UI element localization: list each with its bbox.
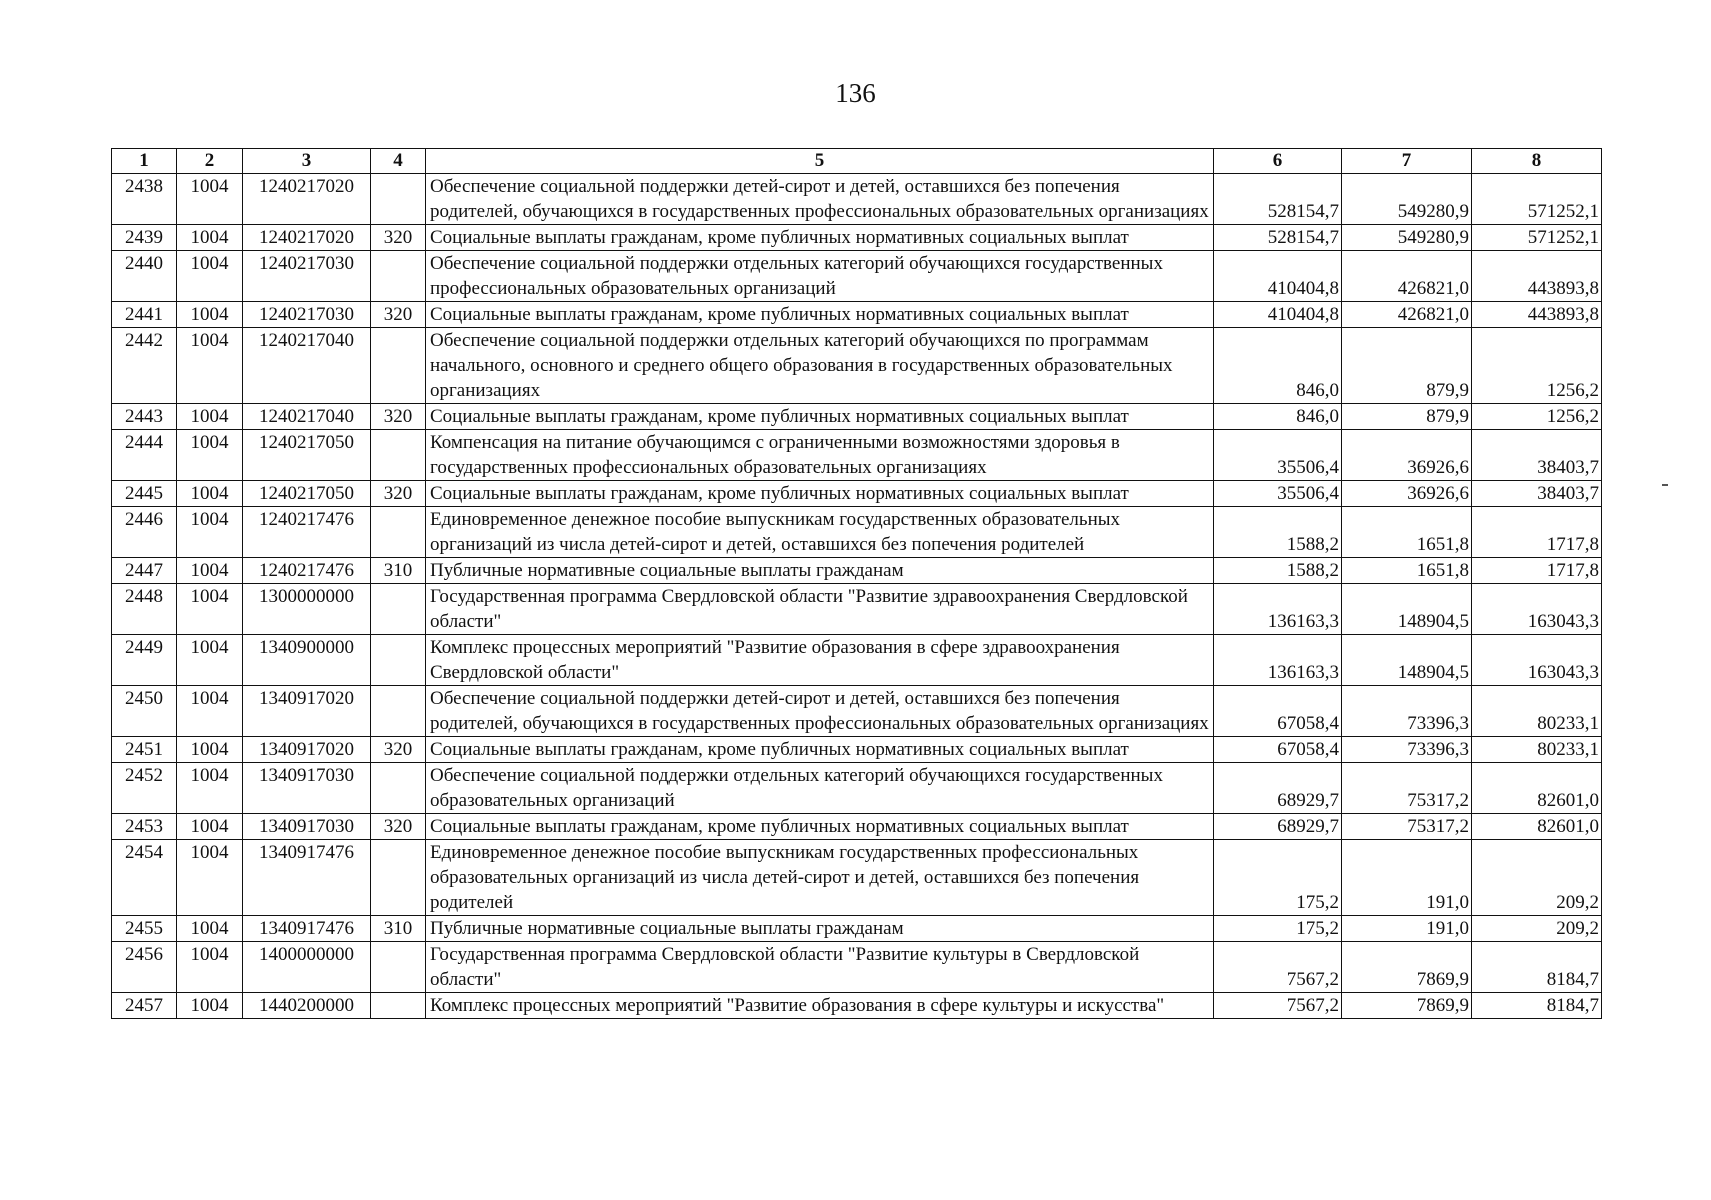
value-year-3-cell: 82601,0 (1472, 763, 1602, 814)
row-number-cell: 2455 (112, 916, 177, 942)
expense-type-cell (371, 584, 426, 635)
section-code-cell: 1004 (177, 942, 243, 993)
value-year-2-cell: 36926,6 (1342, 481, 1472, 507)
value-year-3-cell: 209,2 (1472, 840, 1602, 916)
value-year-1-cell: 175,2 (1214, 840, 1342, 916)
value-year-3-cell: 571252,1 (1472, 174, 1602, 225)
row-number-cell: 2446 (112, 507, 177, 558)
target-code-cell: 1240217050 (243, 430, 371, 481)
value-year-3-cell: 82601,0 (1472, 814, 1602, 840)
row-number-cell: 2439 (112, 225, 177, 251)
table-row (112, 430, 1602, 481)
table-row (112, 993, 1602, 1019)
value-year-3-cell: 80233,1 (1472, 686, 1602, 737)
target-code-cell: 1240217040 (243, 328, 371, 404)
value-year-1-cell: 68929,7 (1214, 814, 1342, 840)
value-year-3-cell: 1717,8 (1472, 507, 1602, 558)
expense-type-cell (371, 840, 426, 916)
table-row (112, 686, 1602, 737)
description-cell: Комплекс процессных мероприятий "Развитие образования в сфере культуры и искусства" (426, 993, 1214, 1019)
section-code-cell: 1004 (177, 584, 243, 635)
value-year-2-cell: 73396,3 (1342, 686, 1472, 737)
table-row (112, 814, 1602, 840)
value-year-1-cell: 410404,8 (1214, 251, 1342, 302)
value-year-3-cell: 80233,1 (1472, 737, 1602, 763)
value-year-3-cell: 38403,7 (1472, 481, 1602, 507)
description-cell: Обеспечение социальной поддержки детей-сирот и детей, оставшихся без попечения родителей, обучающихся в государственных профессиональных образовательных организациях (426, 686, 1214, 737)
scan-mark (1662, 484, 1668, 486)
table-row (112, 916, 1602, 942)
value-year-1-cell: 35506,4 (1214, 430, 1342, 481)
expense-type-cell (371, 328, 426, 404)
expense-type-cell: 320 (371, 225, 426, 251)
section-code-cell: 1004 (177, 404, 243, 430)
description-cell: Социальные выплаты гражданам, кроме публичных нормативных социальных выплат (426, 814, 1214, 840)
row-number-cell: 2441 (112, 302, 177, 328)
expense-type-cell (371, 507, 426, 558)
table-body (112, 174, 1602, 1019)
table-row (112, 174, 1602, 225)
section-code-cell: 1004 (177, 430, 243, 481)
value-year-1-cell: 68929,7 (1214, 763, 1342, 814)
target-code-cell: 1240217476 (243, 558, 371, 584)
value-year-2-cell: 75317,2 (1342, 763, 1472, 814)
value-year-2-cell: 549280,9 (1342, 174, 1472, 225)
value-year-3-cell: 38403,7 (1472, 430, 1602, 481)
value-year-1-cell: 1588,2 (1214, 507, 1342, 558)
target-code-cell: 1340917020 (243, 737, 371, 763)
section-code-cell: 1004 (177, 302, 243, 328)
target-code-cell: 1340900000 (243, 635, 371, 686)
target-code-cell: 1240217050 (243, 481, 371, 507)
value-year-1-cell: 7567,2 (1214, 942, 1342, 993)
section-code-cell: 1004 (177, 737, 243, 763)
row-number-cell: 2440 (112, 251, 177, 302)
table-row (112, 481, 1602, 507)
table-row (112, 302, 1602, 328)
target-code-cell: 1440200000 (243, 993, 371, 1019)
value-year-2-cell: 73396,3 (1342, 737, 1472, 763)
row-number-cell: 2452 (112, 763, 177, 814)
expense-type-cell (371, 763, 426, 814)
value-year-2-cell: 191,0 (1342, 916, 1472, 942)
section-code-cell: 1004 (177, 840, 243, 916)
description-cell: Публичные нормативные социальные выплаты гражданам (426, 916, 1214, 942)
expense-type-cell: 320 (371, 302, 426, 328)
value-year-3-cell: 163043,3 (1472, 584, 1602, 635)
row-number-cell: 2438 (112, 174, 177, 225)
value-year-3-cell: 209,2 (1472, 916, 1602, 942)
expense-type-cell (371, 174, 426, 225)
value-year-1-cell: 67058,4 (1214, 737, 1342, 763)
section-code-cell: 1004 (177, 763, 243, 814)
description-cell: Обеспечение социальной поддержки отдельных категорий обучающихся по программам начального, основного и среднего общего образования в государственных образовательных организациях (426, 328, 1214, 404)
header-col-5: 5 (426, 149, 1214, 174)
table-row (112, 737, 1602, 763)
value-year-1-cell: 67058,4 (1214, 686, 1342, 737)
expense-type-cell: 310 (371, 916, 426, 942)
value-year-1-cell: 136163,3 (1214, 584, 1342, 635)
value-year-1-cell: 528154,7 (1214, 174, 1342, 225)
description-cell: Единовременное денежное пособие выпускникам государственных образовательных организаций из числа детей-сирот и детей, оставшихся без попечения родителей (426, 507, 1214, 558)
value-year-2-cell: 75317,2 (1342, 814, 1472, 840)
row-number-cell: 2447 (112, 558, 177, 584)
row-number-cell: 2453 (112, 814, 177, 840)
budget-table-container (111, 148, 1602, 1019)
section-code-cell: 1004 (177, 558, 243, 584)
value-year-3-cell: 571252,1 (1472, 225, 1602, 251)
section-code-cell: 1004 (177, 686, 243, 737)
table-row (112, 404, 1602, 430)
row-number-cell: 2444 (112, 430, 177, 481)
row-number-cell: 2445 (112, 481, 177, 507)
value-year-2-cell: 426821,0 (1342, 251, 1472, 302)
target-code-cell: 1240217030 (243, 302, 371, 328)
value-year-3-cell: 1256,2 (1472, 328, 1602, 404)
section-code-cell: 1004 (177, 251, 243, 302)
value-year-2-cell: 549280,9 (1342, 225, 1472, 251)
section-code-cell: 1004 (177, 225, 243, 251)
description-cell: Компенсация на питание обучающимся с ограниченными возможностями здоровья в государственных профессиональных образовательных организациях (426, 430, 1214, 481)
value-year-1-cell: 7567,2 (1214, 993, 1342, 1019)
target-code-cell: 1240217476 (243, 507, 371, 558)
description-cell: Социальные выплаты гражданам, кроме публичных нормативных социальных выплат (426, 404, 1214, 430)
section-code-cell: 1004 (177, 993, 243, 1019)
value-year-2-cell: 36926,6 (1342, 430, 1472, 481)
section-code-cell: 1004 (177, 328, 243, 404)
description-cell: Социальные выплаты гражданам, кроме публичных нормативных социальных выплат (426, 737, 1214, 763)
table-row (112, 763, 1602, 814)
table-row (112, 251, 1602, 302)
value-year-1-cell: 528154,7 (1214, 225, 1342, 251)
description-cell: Социальные выплаты гражданам, кроме публичных нормативных социальных выплат (426, 481, 1214, 507)
value-year-2-cell: 148904,5 (1342, 635, 1472, 686)
description-cell: Социальные выплаты гражданам, кроме публичных нормативных социальных выплат (426, 302, 1214, 328)
target-code-cell: 1240217020 (243, 174, 371, 225)
value-year-2-cell: 7869,9 (1342, 993, 1472, 1019)
table-row (112, 635, 1602, 686)
expense-type-cell (371, 430, 426, 481)
row-number-cell: 2450 (112, 686, 177, 737)
header-col-6: 6 (1214, 149, 1342, 174)
description-cell: Обеспечение социальной поддержки отдельных категорий обучающихся государственных профессиональных образовательных организаций (426, 251, 1214, 302)
header-col-4: 4 (371, 149, 426, 174)
value-year-2-cell: 879,9 (1342, 404, 1472, 430)
section-code-cell: 1004 (177, 481, 243, 507)
value-year-1-cell: 136163,3 (1214, 635, 1342, 686)
section-code-cell: 1004 (177, 814, 243, 840)
value-year-1-cell: 1588,2 (1214, 558, 1342, 584)
value-year-3-cell: 8184,7 (1472, 942, 1602, 993)
description-cell: Публичные нормативные социальные выплаты гражданам (426, 558, 1214, 584)
section-code-cell: 1004 (177, 635, 243, 686)
value-year-1-cell: 846,0 (1214, 404, 1342, 430)
header-col-3: 3 (243, 149, 371, 174)
expense-type-cell (371, 942, 426, 993)
row-number-cell: 2454 (112, 840, 177, 916)
header-col-2: 2 (177, 149, 243, 174)
value-year-2-cell: 7869,9 (1342, 942, 1472, 993)
description-cell: Государственная программа Свердловской области "Развитие здравоохранения Свердловской области" (426, 584, 1214, 635)
row-number-cell: 2442 (112, 328, 177, 404)
target-code-cell: 1340917030 (243, 814, 371, 840)
description-cell: Государственная программа Свердловской области "Развитие культуры в Свердловской области" (426, 942, 1214, 993)
row-number-cell: 2443 (112, 404, 177, 430)
table-row (112, 558, 1602, 584)
value-year-3-cell: 443893,8 (1472, 302, 1602, 328)
row-number-cell: 2451 (112, 737, 177, 763)
target-code-cell: 1300000000 (243, 584, 371, 635)
value-year-1-cell: 35506,4 (1214, 481, 1342, 507)
expense-type-cell: 320 (371, 481, 426, 507)
value-year-3-cell: 8184,7 (1472, 993, 1602, 1019)
header-col-7: 7 (1342, 149, 1472, 174)
row-number-cell: 2456 (112, 942, 177, 993)
description-cell: Комплекс процессных мероприятий "Развитие образования в сфере здравоохранения Свердловской области" (426, 635, 1214, 686)
header-col-1: 1 (112, 149, 177, 174)
table-row (112, 328, 1602, 404)
budget-table (111, 148, 1602, 1019)
value-year-2-cell: 879,9 (1342, 328, 1472, 404)
value-year-1-cell: 175,2 (1214, 916, 1342, 942)
value-year-2-cell: 1651,8 (1342, 507, 1472, 558)
table-header-row (112, 149, 1602, 174)
expense-type-cell: 310 (371, 558, 426, 584)
row-number-cell: 2449 (112, 635, 177, 686)
value-year-1-cell: 846,0 (1214, 328, 1342, 404)
section-code-cell: 1004 (177, 507, 243, 558)
section-code-cell: 1004 (177, 916, 243, 942)
table-row (112, 942, 1602, 993)
target-code-cell: 1340917476 (243, 916, 371, 942)
description-cell: Социальные выплаты гражданам, кроме публичных нормативных социальных выплат (426, 225, 1214, 251)
value-year-2-cell: 1651,8 (1342, 558, 1472, 584)
expense-type-cell: 320 (371, 404, 426, 430)
expense-type-cell (371, 635, 426, 686)
header-col-8: 8 (1472, 149, 1602, 174)
page-number: 136 (835, 78, 876, 108)
expense-type-cell (371, 251, 426, 302)
expense-type-cell (371, 686, 426, 737)
table-row (112, 584, 1602, 635)
table-row (112, 840, 1602, 916)
section-code-cell: 1004 (177, 174, 243, 225)
value-year-1-cell: 410404,8 (1214, 302, 1342, 328)
row-number-cell: 2457 (112, 993, 177, 1019)
target-code-cell: 1240217020 (243, 225, 371, 251)
description-cell: Обеспечение социальной поддержки отдельных категорий обучающихся государственных образовательных организаций (426, 763, 1214, 814)
description-cell: Единовременное денежное пособие выпускникам государственных профессиональных образовательных организаций из числа детей-сирот и детей, оставшихся без попечения родителей (426, 840, 1214, 916)
target-code-cell: 1240217040 (243, 404, 371, 430)
expense-type-cell (371, 993, 426, 1019)
value-year-2-cell: 426821,0 (1342, 302, 1472, 328)
target-code-cell: 1340917476 (243, 840, 371, 916)
expense-type-cell: 320 (371, 737, 426, 763)
target-code-cell: 1340917030 (243, 763, 371, 814)
target-code-cell: 1400000000 (243, 942, 371, 993)
value-year-3-cell: 443893,8 (1472, 251, 1602, 302)
value-year-3-cell: 1717,8 (1472, 558, 1602, 584)
value-year-3-cell: 163043,3 (1472, 635, 1602, 686)
row-number-cell: 2448 (112, 584, 177, 635)
value-year-3-cell: 1256,2 (1472, 404, 1602, 430)
target-code-cell: 1340917020 (243, 686, 371, 737)
value-year-2-cell: 191,0 (1342, 840, 1472, 916)
table-row (112, 225, 1602, 251)
target-code-cell: 1240217030 (243, 251, 371, 302)
table-row (112, 507, 1602, 558)
value-year-2-cell: 148904,5 (1342, 584, 1472, 635)
description-cell: Обеспечение социальной поддержки детей-сирот и детей, оставшихся без попечения родителей, обучающихся в государственных профессиональных образовательных организациях (426, 174, 1214, 225)
expense-type-cell: 320 (371, 814, 426, 840)
